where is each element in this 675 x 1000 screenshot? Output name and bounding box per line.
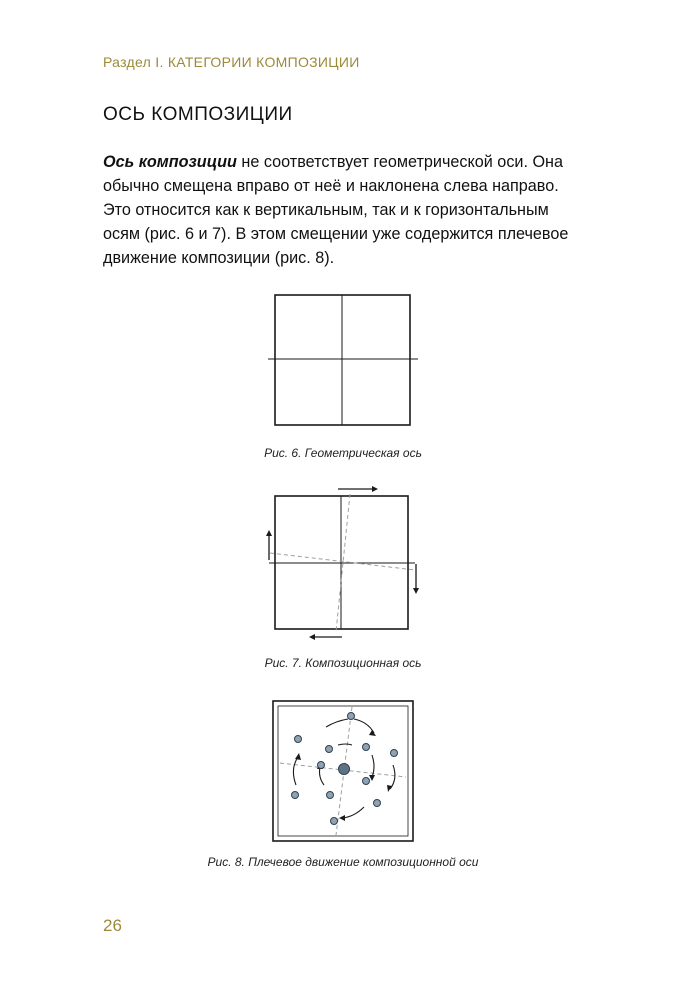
page-number: 26: [103, 916, 122, 935]
fig7-arrowhead-right: [413, 588, 419, 594]
fig7-arrowhead-bottom: [309, 634, 315, 640]
term-emphasis: Ось композиции: [103, 153, 237, 171]
fig7-arrowhead-left: [266, 530, 272, 536]
fig7-arrowhead-top: [372, 486, 378, 492]
figure-8-caption: Рис. 8. Плечевое движение композиционной оси: [207, 855, 479, 869]
figure-6-caption: Рис. 6. Геометрическая ось: [264, 446, 422, 460]
figure-7-caption: Рис. 7. Композиционная ось: [264, 656, 422, 670]
figure-6-geometric-axis: [268, 290, 418, 430]
fig8-dots: [292, 713, 398, 825]
figure-8-shoulder-movement: [268, 697, 418, 847]
body-paragraph: [103, 150, 583, 270]
paragraph-text: не соответствует геометрической оси. Она обычно смещена вправо от неё и наклонена слева направо. Это относится как к вертикальным, так и к горизонтальным осям (рис. 6 и 7). В этом смещении уже содержится плечевое движение композиции (рис. 8).: [103, 153, 569, 267]
figure-7-compositional-axis: [260, 484, 425, 644]
running-header: Раздел I. КАТЕГОРИИ КОМПОЗИЦИИ: [103, 54, 360, 70]
section-title: ОСЬ КОМПОЗИЦИИ: [103, 104, 293, 125]
